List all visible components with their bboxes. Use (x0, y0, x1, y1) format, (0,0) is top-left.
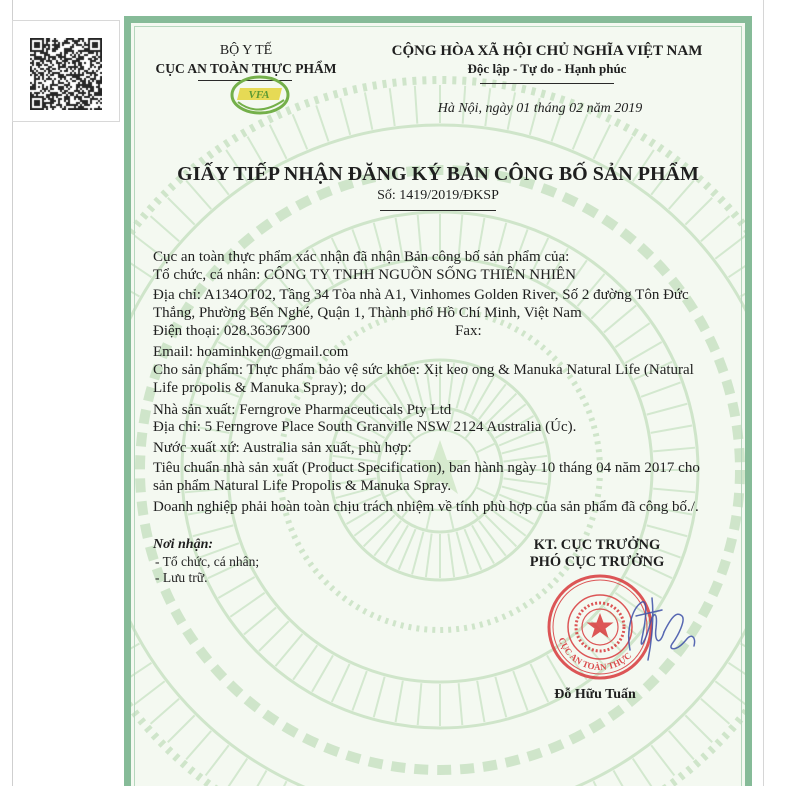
pattern-spoke (248, 771, 267, 786)
pattern-spoke (259, 621, 289, 651)
handwritten-signature (612, 580, 702, 672)
pattern-spoke (374, 677, 385, 718)
motto-underline (480, 83, 614, 84)
pattern-spoke (332, 664, 350, 702)
seal-text: CỤC AN TOÀN THỰC (556, 636, 634, 673)
signer-name: Đỗ Hữu Tuấn (554, 687, 636, 702)
pattern-spoke (426, 533, 432, 577)
pattern-spoke (206, 745, 229, 775)
pattern-spoke (340, 98, 350, 135)
pattern-spoke (365, 92, 372, 129)
pattern-spoke (729, 256, 745, 277)
document-number: Số: 1419/2019/ĐKSP (377, 188, 499, 203)
pattern-spoke (312, 655, 333, 691)
pattern-spoke (625, 342, 661, 363)
body-standard-line2: sản phẩm Natural Life Propolis & Manuka Spray. (153, 478, 452, 494)
body-email: Email: hoaminhken@gmail.com (153, 344, 349, 360)
pattern-spoke (614, 771, 633, 786)
qr-code-thumbnail[interactable] (12, 20, 120, 122)
pattern-spoke (604, 305, 636, 332)
pattern-spoke (186, 731, 211, 760)
pattern-spoke (151, 216, 180, 241)
pattern-spoke (729, 663, 745, 684)
body-responsibility: Doanh nghiệp phải hoàn toàn chịu trách nhiệm về tính phù hợp của sản phẩm đã công bố./. (153, 499, 699, 515)
pattern-spoke (502, 487, 545, 498)
pattern-spoke (412, 532, 423, 575)
pattern-spoke (131, 256, 151, 277)
pattern-spoke (653, 448, 695, 452)
vfa-logo (228, 72, 292, 116)
nation-name: CỘNG HÒA XÃ HỘI CHỦ NGHĨA VIỆT NAM (391, 43, 703, 59)
pattern-spoke (651, 426, 692, 433)
pattern-spoke (647, 404, 688, 415)
pattern-spoke (226, 759, 247, 786)
pattern-spoke (270, 125, 287, 159)
pattern-spoke (593, 125, 610, 159)
pattern-spoke (459, 683, 463, 725)
pattern-spoke (615, 323, 649, 347)
pattern-spoke (293, 645, 317, 679)
body-address-line2: Thắng, Phường Bến Nghé, Quận 1, Thành phố Hồ Chí Minh, Việt Nam (153, 305, 582, 321)
pattern-spoke (573, 114, 588, 149)
recipient-item: - Tổ chức, cá nhân; (155, 554, 260, 569)
pattern-spoke (131, 663, 151, 684)
pattern-spoke (293, 114, 308, 149)
pattern-spoke (685, 715, 712, 742)
pattern-spoke (270, 781, 287, 786)
pattern-spoke (131, 644, 139, 663)
pattern-spoke (244, 608, 276, 635)
pattern-spoke (218, 577, 254, 598)
pattern-spoke (230, 593, 264, 617)
viewer-right-border (763, 0, 764, 786)
body-product-line1: Cho sản phẩm: Thực phẩm bảo vệ sức khỏe: Xịt keo ong & Manuka Natural Life (Natural (153, 362, 694, 378)
body-origin: Nước xuất xứ: Australia sản xuất, phù hợp: (153, 440, 412, 456)
pattern-spoke (502, 442, 545, 453)
pattern-spoke (715, 236, 745, 259)
ministry-name: BỘ Y TẾ (219, 43, 273, 58)
body-manufacturer: Nhà sản xuất: Ferngrove Pharmaceuticals Pty Ltd (153, 402, 452, 418)
body-manufacturer-address: Địa chỉ: 5 Ferngrove Place South Granville NSW 2124 Australia (Úc). (153, 419, 577, 435)
pattern-spoke (641, 382, 680, 396)
body-phone: Điện thoại: 028.36367300 (153, 323, 311, 339)
pattern-spoke (457, 532, 468, 575)
recipient-item: - Lưu trữ. (155, 570, 208, 585)
body-organization: Tổ chức, cá nhân: CÔNG TY TNHH NGUỒN SỐNG THIÊN NHIÊN (153, 267, 576, 283)
pattern-spoke (669, 731, 694, 760)
vfa-logo-text: VFA (248, 89, 270, 101)
body-standard-line1: Tiêu chuẩn nhà sản xuất (Product Specification), ban hành ngày 10 tháng 04 năm 2017 cho (153, 460, 700, 476)
pattern-spoke (476, 443, 496, 453)
pattern-spoke (364, 515, 395, 546)
pattern-spoke (352, 671, 366, 710)
body-address-line1: Địa chỉ: A134OT02, Tầng 34 Tòa nhà A1, Vinhomes Golden River, Số 2 đường Tôn Đức (153, 287, 689, 303)
pattern-spoke (477, 681, 484, 722)
document-title: GIẤY TIẾP NHẬN ĐĂNG KÝ BẢN CÔNG BỐ SẢN PHẨM (177, 163, 699, 185)
national-motto: Độc lập - Tự do - Hạnh phúc (467, 61, 627, 76)
pattern-spoke (275, 634, 302, 666)
pattern-spoke (193, 525, 234, 536)
seal-star-icon (587, 613, 614, 638)
pattern-spoke (374, 521, 401, 556)
body-fax: Fax: (455, 323, 482, 339)
pattern-spoke (741, 644, 745, 663)
pattern-spoke (476, 487, 496, 497)
pattern-spoke (151, 699, 180, 724)
pattern-spoke (647, 525, 688, 536)
pattern-spoke (135, 681, 165, 704)
body-intro: Cục an toàn thực phẩm xác nhận đã nhận Bản công bố sản phẩm của: (153, 249, 570, 265)
pattern-spoke (633, 759, 654, 786)
recipients-heading: Nơi nhận: (153, 537, 214, 552)
pattern-spoke (168, 715, 195, 742)
number-underline (380, 210, 496, 211)
pattern-spoke (418, 683, 422, 725)
qr-code-icon (30, 38, 102, 110)
pattern-spoke (131, 278, 139, 297)
pattern-spoke (653, 489, 695, 493)
pattern-spoke (701, 699, 730, 724)
agency-name: CỤC AN TOÀN THỰC PHẨM (155, 61, 337, 76)
pattern-spoke (701, 216, 730, 241)
pattern-spoke (396, 681, 403, 722)
pattern-spoke (593, 781, 610, 786)
pattern-spoke (316, 105, 328, 141)
pattern-spoke (741, 278, 745, 297)
pattern-spoke (448, 533, 454, 577)
pattern-spoke (715, 681, 745, 704)
pattern-spoke (503, 478, 547, 484)
signatory-title2: PHÓ CỤC TRƯỞNG (529, 554, 665, 570)
signatory-title1: KT. CỤC TRƯỞNG (533, 537, 661, 553)
body-product-line2: Life propolis & Manuka Spray); do (153, 380, 366, 396)
pattern-spoke (651, 745, 674, 775)
issue-date: Hà Nội, ngày 01 tháng 02 năm 2019 (437, 101, 643, 116)
pattern-spoke (479, 384, 506, 419)
